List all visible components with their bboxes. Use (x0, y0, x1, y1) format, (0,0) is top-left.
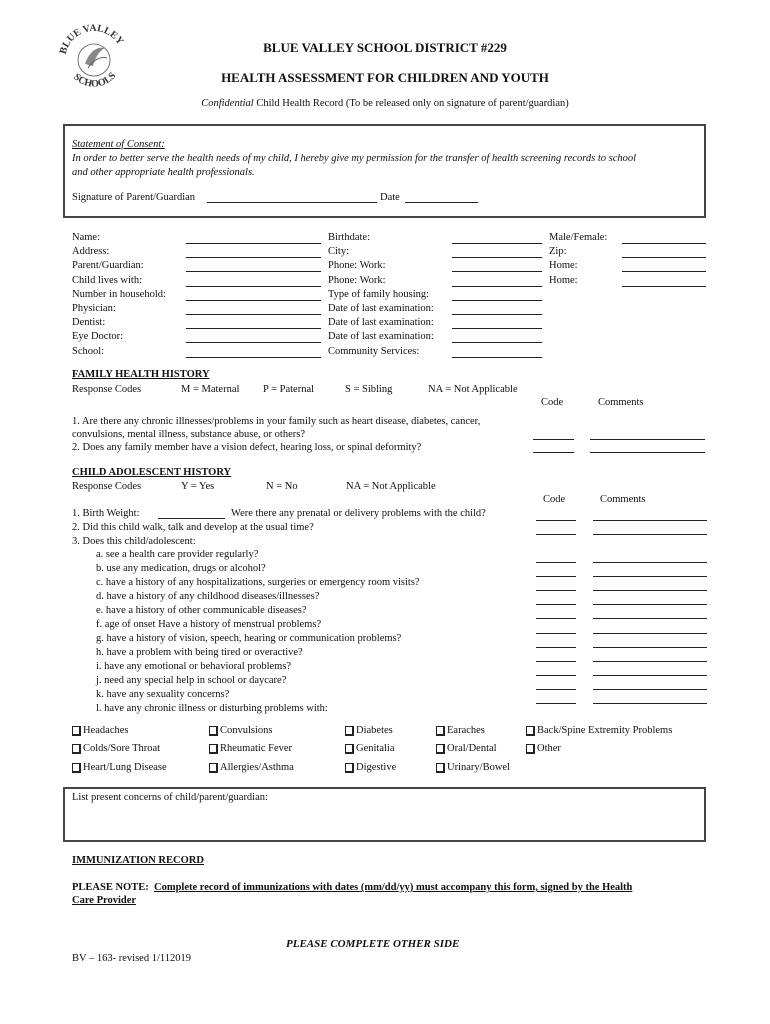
checkbox-label: Colds/Sore Throat (83, 743, 161, 754)
birth-weight-field[interactable] (158, 518, 225, 519)
child-comments-header: Comments (600, 494, 646, 505)
info-field[interactable] (452, 342, 542, 343)
checkbox-label: Rheumatic Fever (220, 743, 293, 754)
child-comments-field[interactable] (593, 689, 707, 690)
family-code: P = Paternal (263, 384, 315, 395)
please-note-label: PLEASE NOTE: (72, 882, 149, 893)
immunization-heading: IMMUNIZATION RECORD (72, 855, 204, 866)
info-field[interactable] (186, 271, 321, 272)
date-label: Date (380, 192, 400, 203)
complete-other-side: PLEASE COMPLETE OTHER SIDE (286, 938, 460, 950)
checkbox-square-icon[interactable] (436, 726, 445, 736)
checkbox-label: Oral/Dental (447, 743, 497, 754)
info-field[interactable] (452, 314, 542, 315)
family-q2: 2. Does any family member have a vision defect, hearing loss, or spinal deformity? (72, 442, 422, 453)
family-code: NA = Not Applicable (428, 384, 518, 395)
checkbox-label: Heart/Lung Disease (83, 762, 167, 773)
child-sub-question: e. have a history of other communicable diseases? (96, 605, 307, 616)
child-comments-field[interactable] (593, 576, 707, 577)
info-label: Number in household: (72, 288, 166, 300)
family-code: S = Sibling (345, 384, 393, 395)
info-field[interactable] (452, 300, 542, 301)
child-comments-field[interactable] (593, 675, 707, 676)
checkbox-square-icon[interactable] (345, 726, 354, 736)
info-field[interactable] (452, 357, 542, 358)
checkbox-label: Diabetes (356, 725, 393, 736)
info-label: Birthdate: (328, 232, 370, 243)
consent-text-1: In order to better serve the health needs of my child, I hereby give my permission for the transfer of health screening records to school (72, 153, 637, 164)
svg-text:BLUE VALLEY: BLUE VALLEY (57, 22, 126, 56)
child-sub-question: a. see a health care provider regularly? (96, 549, 259, 560)
info-label: Dentist: (72, 317, 106, 329)
condition-checkbox[interactable] (345, 743, 394, 754)
checkbox-label: Other (537, 743, 561, 754)
checkbox-square-icon[interactable] (436, 763, 445, 773)
child-code: Y = Yes (181, 481, 215, 492)
family-q1-line1: 1. Are there any chronic illnesses/problems in your family such as heart disease, diabetes, cancer, (72, 416, 481, 427)
info-field[interactable] (186, 328, 321, 329)
child-q3: 3. Does this child/adolescent: (72, 536, 196, 547)
info-field[interactable] (452, 286, 542, 287)
child-code-field[interactable] (536, 633, 576, 634)
child-sub-question: f. age of onset Have a history of menstrual problems? (96, 619, 322, 630)
checkbox-square-icon[interactable] (72, 744, 81, 754)
consent-text-2: and other appropriate health professionals. (72, 167, 255, 178)
checkbox-square-icon[interactable] (72, 726, 81, 736)
info-field[interactable] (622, 271, 706, 272)
checkbox-label: Back/Spine Extremity Problems (537, 725, 673, 736)
child-code-field[interactable] (536, 675, 576, 676)
condition-checkbox[interactable] (72, 762, 167, 773)
school-logo (55, 20, 133, 98)
family-history-heading: FAMILY HEALTH HISTORY (72, 369, 210, 380)
checkbox-square-icon[interactable] (209, 726, 218, 736)
child-sub-question: l. have any chronic illness or disturbing problems with: (96, 703, 328, 714)
info-label: City: (328, 246, 350, 258)
child-comments-field[interactable] (593, 534, 707, 535)
child-sub-question: h. have a problem with being tired or overactive? (96, 647, 303, 658)
signature-label: Signature of Parent/Guardian (72, 192, 196, 203)
condition-checkbox[interactable] (526, 725, 672, 736)
checkbox-square-icon[interactable] (526, 744, 535, 754)
child-sub-question: k. have any sexuality concerns? (96, 689, 230, 700)
info-field[interactable] (186, 243, 321, 244)
family-codes-label: Response Codes (72, 384, 142, 395)
checkbox-label: Headaches (83, 725, 129, 736)
info-label: Date of last examination: (328, 331, 434, 343)
info-label: Name: (72, 232, 100, 243)
child-code-header: Code (543, 494, 566, 505)
info-label: Date of last examination: (328, 303, 434, 314)
info-label: Address: (72, 246, 110, 258)
info-field[interactable] (186, 300, 321, 301)
condition-checkbox[interactable] (345, 725, 393, 736)
info-field[interactable] (452, 328, 542, 329)
child-comments-field[interactable] (593, 618, 707, 619)
family-code-header: Code (541, 397, 564, 408)
info-label: Zip: (549, 246, 567, 258)
info-label: Parent/Guardian: (72, 260, 144, 272)
child-comments-field[interactable] (593, 604, 707, 605)
child-code-field[interactable] (536, 604, 576, 605)
checkbox-square-icon[interactable] (72, 763, 81, 773)
date-field[interactable] (405, 202, 478, 203)
child-q1-label: 1. Birth Weight: (72, 508, 140, 519)
immunization-note (72, 882, 632, 893)
child-q2: 2. Did this child walk, talk and develop at the usual time? (72, 522, 314, 533)
condition-checkbox[interactable] (209, 725, 273, 736)
checkbox-label: Genitalia (356, 743, 395, 754)
checkbox-label: Digestive (356, 762, 397, 773)
condition-checkbox[interactable] (209, 743, 292, 754)
child-history-heading: CHILD ADOLESCENT HISTORY (72, 467, 232, 478)
family-q2-code-field[interactable] (533, 452, 574, 453)
child-code: N = No (266, 481, 298, 492)
child-code: NA = Not Applicable (346, 481, 436, 492)
family-q1-code-field[interactable] (533, 439, 574, 440)
child-sub-question: d. have a history of any childhood diseases/illnesses? (96, 591, 320, 602)
info-field[interactable] (186, 342, 321, 343)
checkbox-label: Earaches (447, 725, 485, 736)
please-note-text-2: Care Provider (72, 895, 137, 906)
child-code-field[interactable] (536, 618, 576, 619)
checkbox-label: Allergies/Asthma (220, 762, 294, 773)
child-code-field[interactable] (536, 661, 576, 662)
svg-text:SCHOOLS: SCHOOLS (71, 70, 119, 90)
child-comments-field[interactable] (593, 520, 707, 521)
condition-checkbox[interactable] (436, 762, 510, 773)
family-q1-line2: convulsions, mental illness, substance abuse, or others? (72, 429, 305, 440)
child-comments-field[interactable] (593, 661, 707, 662)
info-label: Eye Doctor: (72, 331, 124, 343)
form-title: HEALTH ASSESSMENT FOR CHILDREN AND YOUTH (221, 70, 549, 85)
child-code-field[interactable] (536, 590, 576, 591)
condition-checkbox[interactable] (209, 762, 294, 773)
info-field[interactable] (186, 357, 321, 358)
info-field[interactable] (186, 257, 321, 258)
checkbox-square-icon[interactable] (209, 744, 218, 754)
child-code-field[interactable] (536, 576, 576, 577)
checkbox-square-icon[interactable] (209, 763, 218, 773)
signature-field[interactable] (207, 202, 377, 203)
condition-checkbox[interactable] (436, 725, 485, 736)
child-comments-field[interactable] (593, 703, 707, 704)
info-label: Phone: Work: (328, 260, 386, 272)
child-q1-text: Were there any prenatal or delivery problems with the child? (231, 508, 486, 519)
info-field[interactable] (622, 243, 706, 244)
condition-checkbox[interactable] (72, 743, 160, 754)
info-field[interactable] (622, 286, 706, 287)
checkbox-square-icon[interactable] (345, 763, 354, 773)
info-label: Community Services: (328, 345, 420, 357)
checkbox-label: Urinary/Bowel (447, 762, 510, 773)
info-label: Date of last examination: (328, 317, 434, 329)
family-q2-comments-field[interactable] (590, 452, 705, 453)
info-field[interactable] (452, 243, 542, 244)
info-label: Home: (549, 274, 578, 286)
child-sub-question: b. use any medication, drugs or alcohol? (96, 563, 266, 574)
info-label: School: (72, 345, 105, 357)
info-label: Physician: (72, 303, 116, 314)
child-code-field[interactable] (536, 562, 576, 563)
info-label: Male/Female: (549, 232, 608, 243)
checkbox-square-icon[interactable] (526, 726, 535, 736)
record-note (0, 98, 770, 109)
checkbox-square-icon[interactable] (345, 744, 354, 754)
info-field[interactable] (186, 314, 321, 315)
child-comments-field[interactable] (593, 590, 707, 591)
info-label: Child lives with: (72, 274, 143, 286)
family-q1-comments-field[interactable] (590, 439, 705, 440)
child-sub-question: j. need any special help in school or daycare? (96, 675, 287, 686)
child-code-field[interactable] (536, 647, 576, 648)
child-sub-question: g. have a history of vision, speech, hearing or communication problems? (96, 633, 402, 644)
child-sub-question: c. have a history of any hospitalizations, surgeries or emergency room visits? (96, 577, 420, 588)
condition-checkbox[interactable] (72, 725, 128, 736)
district-title: BLUE VALLEY SCHOOL DISTRICT #229 (263, 40, 507, 55)
info-field[interactable] (452, 257, 542, 258)
child-code-field[interactable] (536, 703, 576, 704)
checkbox-square-icon[interactable] (436, 744, 445, 754)
please-note-text-1: Complete record of immunizations with dates (mm/dd/yy) must accompany this form, signed by the Health (153, 882, 633, 893)
info-label: Phone: Work: (328, 274, 386, 286)
concerns-label: List present concerns of child/parent/guardian: (72, 792, 268, 803)
record-note-text: Child Health Record (To be released only on signature of parent/guardian) (256, 98, 569, 109)
condition-checkbox[interactable] (345, 762, 396, 773)
info-label: Home: (549, 260, 578, 272)
checkbox-label: Convulsions (220, 725, 273, 736)
family-comments-header: Comments (598, 397, 644, 408)
info-field[interactable] (186, 286, 321, 287)
child-sub-question: i. have any emotional or behavioral problems? (96, 661, 292, 672)
family-code: M = Maternal (181, 384, 240, 395)
child-comments-field[interactable] (593, 562, 707, 563)
info-field[interactable] (622, 257, 706, 258)
info-label: Type of family housing: (328, 288, 430, 300)
form-number: BV – 163- revised 1/112019 (72, 953, 191, 964)
child-code-field[interactable] (536, 520, 576, 521)
child-code-field[interactable] (536, 689, 576, 690)
condition-checkbox[interactable] (526, 743, 561, 754)
info-field[interactable] (452, 271, 542, 272)
child-codes-label: Response Codes (72, 481, 142, 492)
consent-heading: Statement of Consent: (72, 139, 165, 150)
child-comments-field[interactable] (593, 647, 707, 648)
condition-checkbox[interactable] (436, 743, 497, 754)
child-code-field[interactable] (536, 534, 576, 535)
confidential-label: Confidential (201, 98, 254, 109)
child-comments-field[interactable] (593, 633, 707, 634)
